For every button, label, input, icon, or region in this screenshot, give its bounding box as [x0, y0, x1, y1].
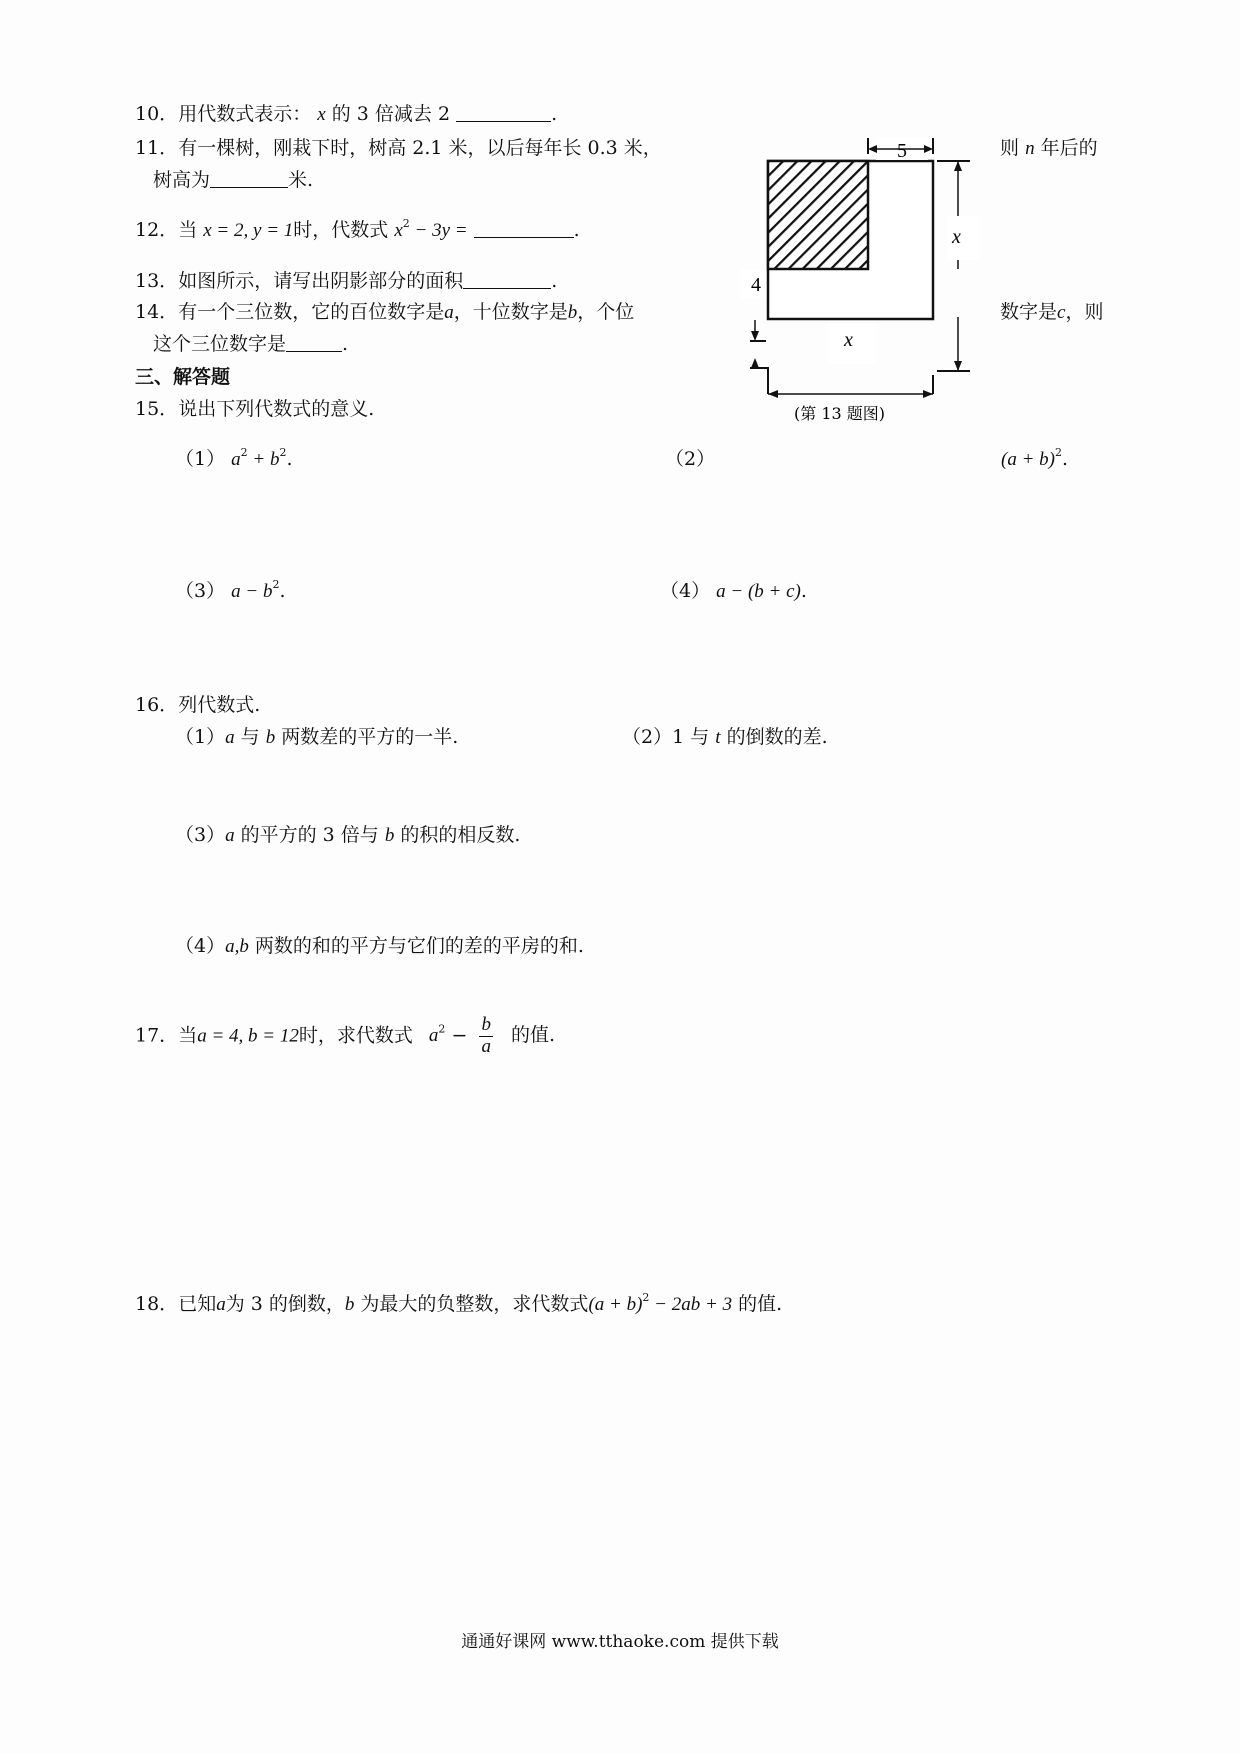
section-heading: 三、解答题: [135, 366, 231, 388]
q16-part-4: （4）a,b 两数的和的平方与它们的差的平房的和.: [175, 935, 584, 957]
question-13: 13．如图所示，请写出阴影部分的面积 .: [135, 270, 558, 292]
figure-q13: [740, 132, 980, 432]
question-12: 12．当 x = 2, y = 1时，代数式 $x^2 - 3y$ = .: [135, 217, 580, 241]
figure-caption: (第 13 题图): [794, 404, 886, 423]
fraction: $\frac{b}{a}$: [481, 1014, 491, 1057]
question-16: 16．列代数式.: [135, 694, 261, 716]
label-5: 5: [897, 140, 907, 162]
question-11: 11．有一棵树，刚栽下时，树高 2.1 米，以后每年长 0.3 米，: [135, 137, 662, 159]
question-10: 10．用代数式表示： x 的 3 倍减去 2 .: [135, 103, 558, 125]
q15-part-3: （3） $a - b^2$.: [175, 578, 286, 602]
q15-part-4: （4） a − (b + c).: [660, 580, 807, 602]
label-x-right: x: [952, 226, 961, 248]
q16-part-3: （3）a 的平方的 3 倍与 b 的积的相反数.: [175, 824, 521, 846]
answer-blank: [286, 333, 342, 352]
question-17: 17．当a = 4, b = 12时，求代数式 $a^2$ − $\frac{b}{a}$ 的值.: [135, 1014, 556, 1057]
question-11-right: 则 n 年后的: [1000, 137, 1098, 159]
q15-part-1: （1） $a^2 + b^2$.: [175, 446, 293, 470]
question-15: 15．说出下列代数式的意义.: [135, 398, 375, 420]
question-14-right: 数字是c，则: [1000, 301, 1104, 323]
answer-blank: [456, 103, 551, 122]
label-x-bottom: x: [844, 329, 853, 351]
shaded-region: [768, 161, 868, 269]
q16-part-1: （1）a 与 b 两数差的平方的一半.: [175, 726, 459, 748]
footer: 通通好课网 www.tthaoke.com 提供下载: [461, 1632, 779, 1652]
q15-part-2-label: （2）: [665, 448, 716, 470]
answer-blank: [210, 169, 288, 188]
q15-part-2-expr: $(a + b)^2$.: [1001, 446, 1069, 470]
q16-part-2: （2）1 与 t 的倒数的差.: [622, 726, 828, 748]
question-18: 18．已知a为 3 的倒数，b 为最大的负整数，求代数式$(a + b)^2 - 2ab + 3$ 的值.: [135, 1291, 783, 1315]
question-11-line2: 树高为 米.: [153, 169, 314, 191]
question-14-line2: 这个三位数字是 .: [153, 333, 349, 355]
answer-blank: [463, 270, 551, 289]
label-4: 4: [751, 274, 761, 296]
question-14: 14．有一个三位数，它的百位数字是a，十位数字是b，个位: [135, 301, 635, 323]
answer-blank: [474, 219, 574, 238]
